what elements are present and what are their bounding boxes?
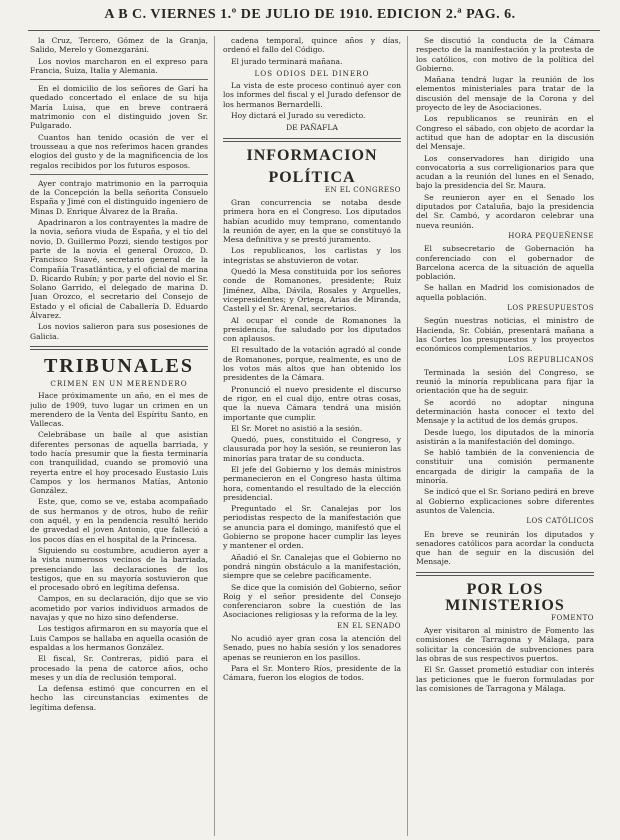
paragraph: El fiscal, Sr. Contreras, pidió para el procesado la pena de catorce años, ocho meses y un día de reclusión temporal. — [30, 654, 208, 682]
paragraph: Los testigos afirmaron en su mayoría que el Luis Campos se hallaba en aquella ocasión de espaldas a los hermanos González. — [30, 624, 208, 652]
paragraph: Celebrábase un baile al que asistían diferentes personas de aquella barriada, y todo hacía presumir que la fiesta terminaría con tranquilidad, cuando se promovió una reyerta entre el hoy procesado Eustasio Luis Campos y los hermanos Matías, Antonio González. — [30, 430, 208, 496]
section-subtitle: EN EL CONGRESO — [324, 185, 401, 194]
paragraph: El subsecretario de Gobernación ha conferenciado con el gobernador de Barcelona acerca de la situación de aquella población. — [416, 244, 594, 282]
paragraph: Preguntado el Sr. Canalejas por los periodistas respecto de la manifestación que se anuncia para el domingo, manifestó que el Gobierno se propone hacer cumplir las leyes y mantener el orden. — [223, 504, 401, 551]
paragraph: Para el Sr. Montero Ríos, presidente de la Cámara, fueron los elogios de todos. — [223, 663, 401, 683]
paragraph: Los republicanos se reunirán en el Congreso el sábado, con objeto de acordar la actitud que han de adoptar en la discusión del Mensaje. — [416, 114, 594, 152]
column-1 — [30, 36, 208, 836]
paragraph: Los novios marcharon en el expreso para Francia, Suiza, Italia y Alemania. — [30, 56, 208, 75]
paragraph: La vista de este proceso continuó ayer con los informes del fiscal y el Jurado defensor de los hermanos Bernardelli. — [223, 81, 401, 109]
paragraph: El jefe del Gobierno y los demás ministros permanecieron en el Congreso hasta última hora, comentando el resultado de la elección presidencial. — [223, 464, 401, 502]
column-3 — [416, 36, 594, 836]
paragraph: Los novios salieron para sus posesiones de Galicia. — [30, 322, 208, 341]
divider — [30, 79, 208, 80]
section-title-informacion: INFORMACION — [246, 146, 378, 164]
paragraph: Cuantos han tenido ocasión de ver el trousseau a que nos referimos hacen grandes elogios del gusto y de la magnificencia de los regalos recibidos por los futuros esposos. — [30, 132, 208, 170]
divider — [30, 174, 208, 175]
paragraph: Apadrinaron a los contrayentes la madre de la novia, señora viuda de España, y el tío del novio, D. Guillermo Pozzi, siendo testigos por parte de la novia el general Orozco, D. Francisco Suavé, secretario general de la Compañía Trasatlántica, y el oficial de marina D. Ricardo Rubín; y por parte del novio el Sr. Solano Garrido, el delegado de marina D. Juan Orozco, el secretario del Consejo de Estado y el oficial de Caballería D. Eduardo Álvarez. — [30, 218, 208, 321]
header-rule — [28, 30, 600, 31]
paragraph: Se discutió la conducta de la Cámara respecto de la manifestación y la protesta de los católicos, con motivo de la política del Gobierno. — [416, 36, 594, 73]
paragraph: Quedó la Mesa constituida por los señores conde de Romanones, presidente; Ruiz Jiménez, Alba, Dávila, Rosales y Arguelles, vicepresidentes; y Ortega, Arias de Miranda, Castell y el Sr. Arenal, secretarios. — [223, 267, 401, 314]
page-header: A B C. VIERNES 1.º DE JULIO DE 1910. EDICION 2.ª PAG. 6. — [104, 7, 516, 22]
paragraph: Se dice que la comisión del Gobierno, señor Roig y el señor presidente del Consejo conferenciaron sobre la cuestión de las Asociaciones religiosas y la reforma de la ley. — [223, 582, 401, 620]
paragraph: Desde luego, los diputados de la minoría asistirán a la manifestación del domingo. — [416, 427, 594, 446]
section-subtitle: CRIMEN EN UN MERENDERO — [50, 378, 188, 388]
paragraph: Hoy dictará el Jurado su veredicto. — [231, 111, 366, 121]
paragraph: Se indicó que el Sr. Soriano pedirá en breve al Gobierno explicaciones sobre diferentes asuntos de Valencia. — [416, 487, 594, 515]
paragraph: Se acordó no adoptar ninguna determinación hasta conocer el texto del Mensaje y la actitud de los demás grupos. — [416, 397, 594, 426]
paragraph: Campos, en su declaración, dijo que se vio acometido por varios individuos armados de navajas y que no hizo sino defenderse. — [30, 594, 208, 623]
paragraph: Este, que, como se ve, estaba acompañado de sus hermanos y de otros, hubo de reñir con aquél, y en la pendencia resultó herido de gravedad el joven Antonio, que falleció a los pocos días en el hospital de la Princesa. — [30, 497, 208, 544]
paragraph: El Sr. Moret no asistió a la sesión. — [231, 423, 363, 433]
paragraph: Gran concurrencia se notaba desde primera hora en el Congreso. Los diputados habían acudido muy temprano, comentando la reunión de ayer, en la que se constituyó la Mesa definitiva y se prestó juramento. — [223, 197, 401, 245]
paragraph: Según nuestras noticias, el ministro de Hacienda, Sr. Cobián, presentará mañana a las Cortes los presupuestos y los proyectos económicos complementarios. — [416, 316, 594, 354]
paragraph: El resultado de la votación agradó al conde de Romanones, porque, realmente, es uno de los votos más altos que han obtenido los presidentes de la Cámara. — [223, 345, 401, 383]
paragraph: Los conservadores han dirigido una convocatoria a sus correligionarios para que acudan a la reunión del lunes en el Senado, bajo la presidencia del Sr. Maura. — [416, 153, 594, 191]
paragraph: Se reunieron ayer en el Senado los diputados por Cataluña, bajo la presidencia del Sr. Cambó, y acordaron celebrar una nueva reunión. — [416, 192, 594, 230]
section-title-tribunales: TRIBUNALES — [43, 354, 195, 377]
paragraph: Mañana tendrá lugar la reunión de los elementos ministeriales para tratar de la discusión del mensaje de la Corona y del proyecto de ley de Asociaciones. — [416, 75, 594, 113]
paragraph: Hace próximamente un año, en el mes de julio de 1909, tuvo lugar un crimen en un merendero de la Venta del Espíritu Santo, en Vallecas. — [30, 391, 208, 429]
column-2 — [223, 36, 401, 836]
section-divider — [416, 572, 594, 576]
paragraph: Ayer visitaron al ministro de Fomento las comisiones de Tarragona y Málaga, para solicitar la concesión de subvenciones para las obras de sus respectivos puertos. — [416, 626, 594, 663]
paragraph: Quedó, pues, constituido el Congreso, y clausurada por hoy la sesión, se reunieron las minorías para tratar de su conducta. — [223, 435, 401, 463]
paragraph: Ayer contrajo matrimonio en la parroquia de la Concepción la bella señorita Consuelo España y Jimé con el distinguido ingeniero de Minas D. Enrique Álvarez de la Braña. — [30, 178, 208, 216]
paragraph: En el domicilio de los señores de Garí ha quedado concertado el enlace de su hija María Luisa, que en breve contraerá matrimonio con el distinguido joven Sr. Pulgarado. — [30, 84, 208, 131]
paragraph: No acudió ayer gran cosa la atención del Senado, pues no había sesión y los senadores apenas se reunieron en los pasillos. — [223, 634, 401, 662]
paragraph: Se hallan en Madrid los comisionados de aquella población. — [416, 283, 594, 302]
paragraph: Siguiendo su costumbre, acudieron ayer a la vista numerosos vecinos de la barriada, presenciando las declaraciones de los testigos, que en su mayoría sostuvieron que el procesado obró en legítima defensa. — [30, 545, 208, 593]
paragraph: Al ocupar el conde de Romanones la presidencia, fue saludado por los diputados con aplausos. — [223, 315, 401, 344]
section-subtitle: LOS ODIOS DEL DINERO — [254, 68, 370, 78]
section-subtitle: LOS CATÓLICOS — [526, 517, 594, 526]
section-subtitle: DE PAÑAFLA — [286, 123, 338, 133]
section-subtitle: LOS REPUBLICANOS — [508, 355, 594, 364]
paragraph: El jurado terminará mañana. — [231, 56, 343, 66]
paragraph: la Cruz, Tercero, Gómez de la Granja, Salido, Merelo y Gomezgaráni. — [30, 36, 208, 55]
paragraph: Pronunció el nuevo presidente el discurso de rigor, en el cual dijo, entre otras cosas, que la nueva Cámara tendrá una misión importante que cumplir. — [223, 384, 401, 422]
section-divider — [30, 346, 208, 350]
paragraph: Se habló también de la conveniencia de constituir una comisión permanente encargada de dirigir la campaña de la minoría. — [416, 448, 594, 486]
section-subtitle: EN EL SENADO — [337, 621, 401, 630]
column-divider-1 — [214, 36, 215, 836]
column-divider-2 — [407, 36, 408, 836]
paragraph: En breve se reunirán los diputados y senadores católicos para acordar la conducta que han de seguir en la discusión del Mensaje. — [416, 529, 594, 567]
paragraph: Añadió el Sr. Canalejas que el Gobierno no pondrá ningún obstáculo a la manifestación, siempre que se celebre pacíficamente. — [223, 552, 401, 581]
paragraph: cadena temporal, quince años y días, ordenó el fallo del Código. — [223, 36, 401, 55]
section-subtitle: HORA PEQUEÑENSE — [508, 231, 594, 240]
section-title-politica: POLÍTICA — [268, 168, 356, 186]
paragraph: Los republicanos, los carlistas y los integristas se abstuvieron de votar. — [223, 246, 401, 265]
paragraph: Terminada la sesión del Congreso, se reunió la minoría republicana para fijar la orientación que ha de seguir. — [416, 367, 594, 396]
paragraph: La defensa estimó que concurren en el hecho las circunstancias eximentes de legítima defensa. — [30, 684, 208, 712]
section-subtitle: FOMENTO — [551, 613, 594, 622]
paragraph: El Sr. Gasset prometió estudiar con interés las peticiones que le fueron formuladas por las comisiones de Tarragona y Málaga. — [416, 665, 594, 693]
section-title-ministerios: POR LOS MINISTERIOS — [445, 580, 565, 614]
section-divider — [223, 138, 401, 142]
section-subtitle: LOS PRESUPUESTOS — [507, 304, 594, 313]
